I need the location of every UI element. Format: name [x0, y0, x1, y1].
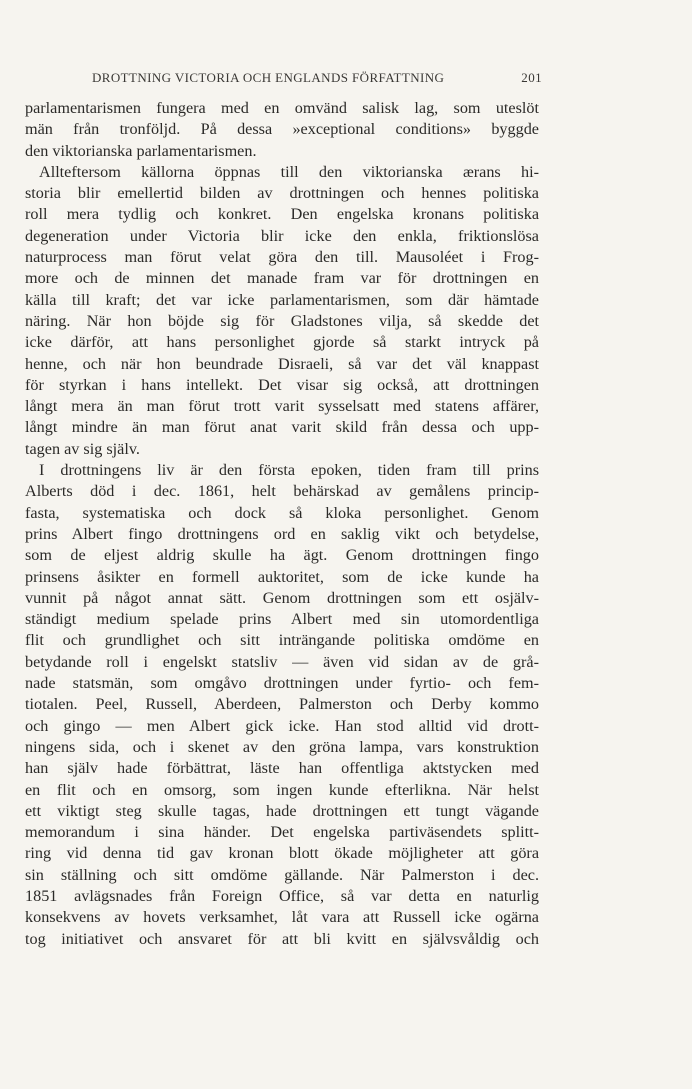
text-line: memorandum i sina händer. Det engelska partiväsendets splitt- [25, 823, 539, 842]
text-line: ring vid denna tid gav kronan blott ökade möjligheter att göra [25, 844, 539, 863]
text-line: för styrkan i hans intellekt. Det visar sig också, att drottningen [25, 375, 539, 394]
page-number: 201 [521, 70, 542, 85]
text-line: naturprocess man förut velat göra den till. Mausoléet i Frog- [25, 248, 539, 267]
text-line: icke därför, att hans personlighet gjorde så starkt intryck på [25, 333, 539, 352]
text-line: 1851 avlägsnades från Foreign Office, så var detta en naturlig [25, 886, 539, 905]
text-line: ningens sida, och i skenet av den gröna lampa, vars konstruktion [25, 737, 539, 756]
text-line: som de eljest aldrig skulle ha ägt. Genom drottningen fingo [25, 546, 539, 565]
text-line: degeneration under Victoria blir icke den enkla, friktionslösa [25, 226, 539, 245]
text-line: tiotalen. Peel, Russell, Aberdeen, Palmerston och Derby kommo [25, 695, 539, 714]
text-line: tagen av sig själv. [25, 439, 140, 458]
text-line: roll mera tydlig och konkret. Den engelska kronans politiska [25, 205, 539, 224]
text-line: långt mera än man förut trott varit sysselsatt med statens affärer, [25, 397, 539, 416]
text-line: betydande roll i engelskt statsliv — även vid sidan av de grå- [25, 652, 539, 671]
text-line: parlamentarismen fungera med en omvänd salisk lag, som uteslöt [25, 99, 539, 117]
text-line: och gingo — men Albert gick icke. Han stod alltid vid drott- [25, 716, 539, 735]
text-line: prins Albert fingo drottningens ord en saklig vikt och betydelse, [25, 524, 539, 543]
text-line: Allteftersom källorna öppnas till den viktorianska ærans hi- [39, 162, 539, 181]
text-line: ett viktigt steg skulle tagas, hade drottningen ett tungt vägande [25, 801, 539, 820]
text-line: sin ställning och sitt omdöme gällande. När Palmerston i dec. [25, 865, 539, 884]
text-line: män från tronföljd. På dessa »exceptional conditions» byggde [25, 120, 539, 139]
text-line: tog initiativet och ansvaret för att bli kvitt en självsvåldig och [25, 929, 539, 948]
text-line: more och de minnen det manade fram var för drottningen en [25, 269, 539, 288]
text-line: vunnit på något annat sätt. Genom drottningen som ett osjälv- [25, 588, 539, 607]
text-line: källa till kraft; det var icke parlamentarismen, som där hämtade [25, 290, 539, 309]
text-line: Alberts död i dec. 1861, helt behärskad av gemålens princip- [25, 482, 539, 501]
text-line: näring. När hon böjde sig för Gladstones vilja, så skedde det [25, 311, 539, 330]
text-line: en flit och en omsorg, som ingen kunde efterlikna. När helst [25, 780, 539, 799]
running-title: DROTTNING VICTORIA OCH ENGLANDS FÖRFATTNING [92, 70, 445, 85]
body-text [25, 98, 539, 950]
text-line: nade statsmän, som omgåvo drottningen under fyrtio- och fem- [25, 674, 539, 693]
text-line: fasta, systematiska och dock så kloka personlighet. Genom [25, 503, 539, 522]
text-line: prinsens åsikter en formell auktoritet, som de icke kunde ha [25, 567, 539, 586]
text-line: storia blir emellertid bilden av drottningen och hennes politiska [25, 184, 539, 203]
text-line: han själv hade förbättrat, läste han offentliga aktstycken med [25, 759, 539, 778]
text-line: flit och grundlighet och sitt inträngande politiska omdöme en [25, 631, 539, 650]
text-line: I drottningens liv är den första epoken, tiden fram till prins [39, 461, 539, 480]
text-line: ständigt medium spelade prins Albert med sin utomordentliga [25, 610, 539, 629]
text-line: långt mindre än man förut anat varit skild från dessa och upp- [25, 418, 539, 437]
running-header [92, 70, 542, 86]
text-line: konsekvens av hovets verksamhet, låt vara att Russell icke ogärna [25, 908, 539, 927]
text-line: den viktorianska parlamentarismen. [25, 141, 257, 160]
text-line: henne, och när hon beundrade Disraeli, så var det väl knappast [25, 354, 539, 373]
